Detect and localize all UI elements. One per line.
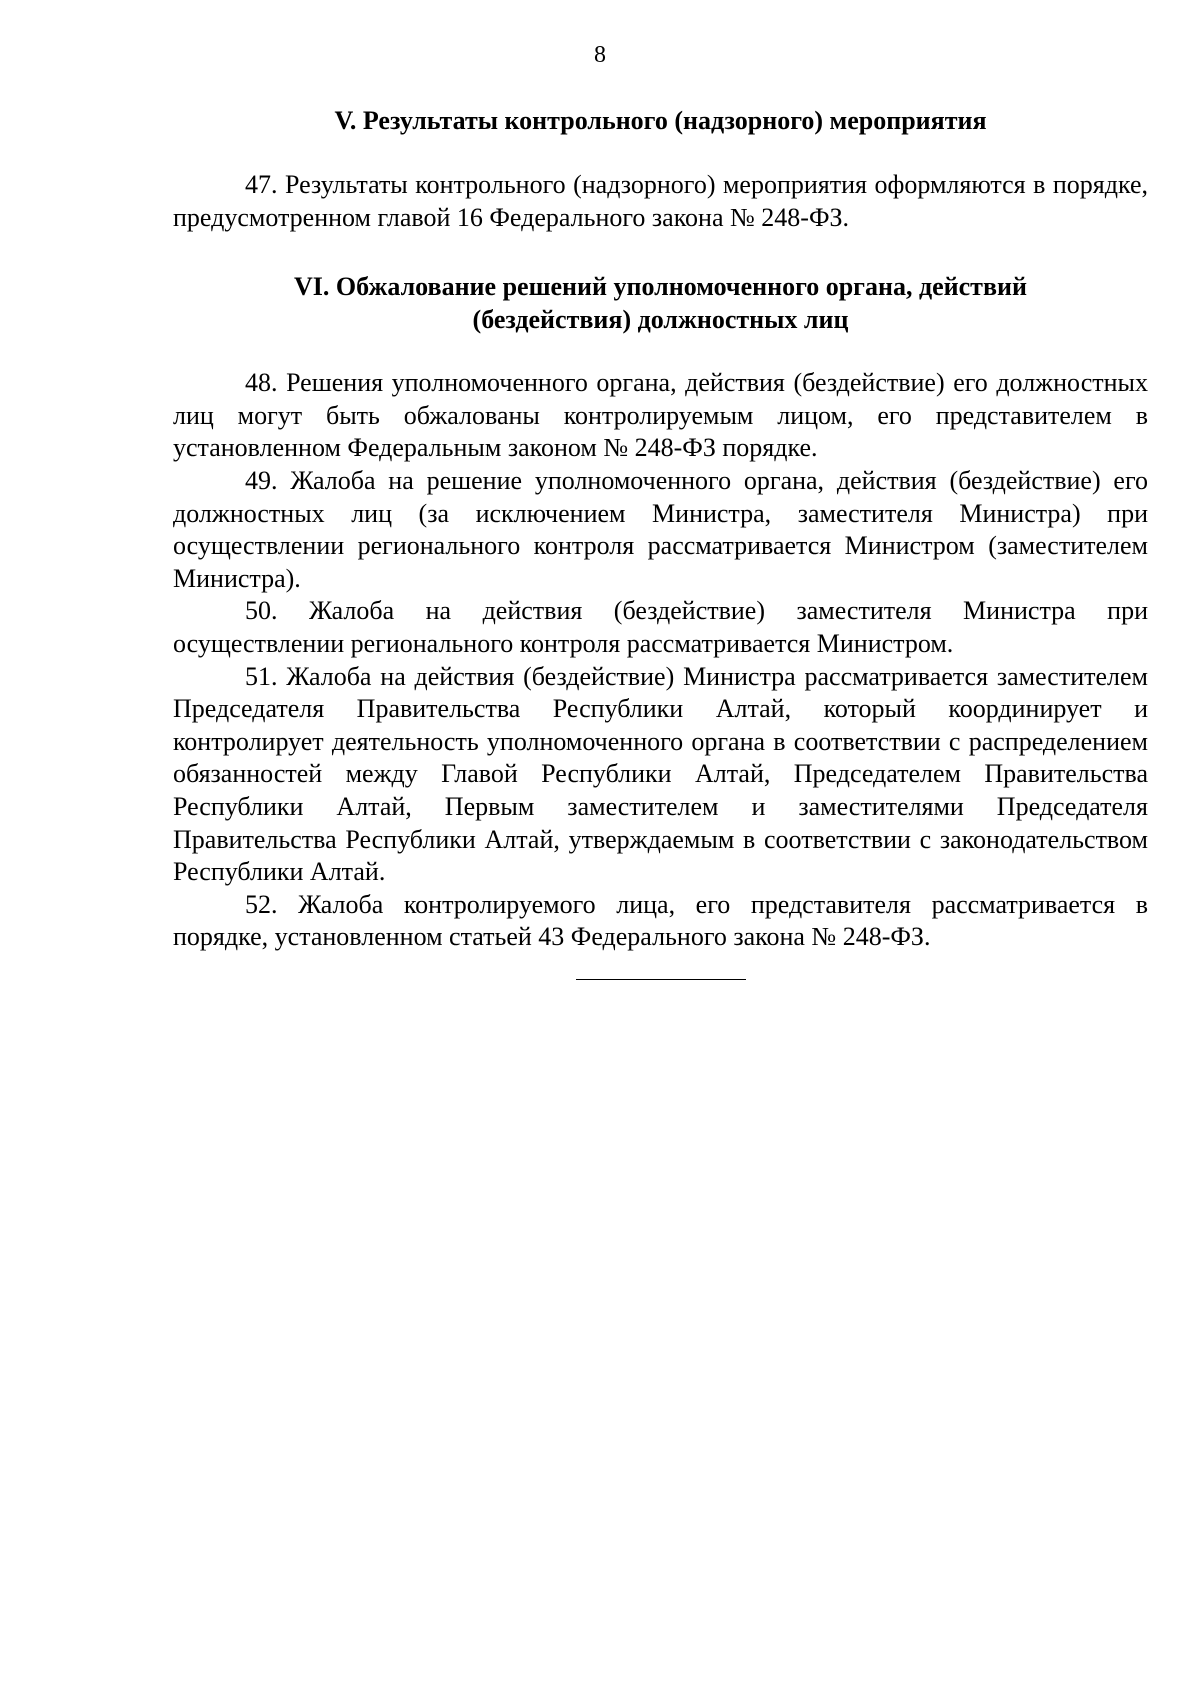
- end-divider: [576, 979, 746, 980]
- paragraph-47: 47. Результаты контрольного (надзорного) мероприятия оформляются в порядке, предусмотренном главой 16 Федерального закона № 248-ФЗ.: [173, 170, 1148, 232]
- paragraph-50: 50. Жалоба на действия (бездействие) заместителя Министра при осуществлении регионального контроля рассматривается Министром.: [173, 596, 1148, 658]
- section-vi-heading-line-1: VI. Обжалование решений уполномоченного органа, действий: [294, 272, 1027, 302]
- section-vi-heading: [173, 270, 1148, 336]
- paragraph-48: 48. Решения уполномоченного органа, действия (бездействие) его должностных лиц могут быть обжалованы контролируемым лицом, его представителем в установленном Федеральным законом № 248-ФЗ порядке.: [173, 368, 1148, 463]
- paragraph-49: 49. Жалоба на решение уполномоченного органа, действия (бездействие) его должностных лиц (за исключением Министра, заместителя Министра) при осуществлении регионального контроля рассматривается Министром (заместителем Министра).: [173, 465, 1148, 593]
- section-v-heading: V. Результаты контрольного (надзорного) мероприятия: [334, 106, 987, 135]
- section-vi-heading-line-2: (бездействия) должностных лиц: [472, 305, 849, 335]
- document-body: [173, 104, 1148, 980]
- paragraph-52: 52. Жалоба контролируемого лица, его представителя рассматривается в порядке, установленном статьей 43 Федерального закона № 248-ФЗ.: [173, 889, 1148, 952]
- page-number: 8: [594, 42, 606, 68]
- paragraph-51: 51. Жалоба на действия (бездействие) Министра рассматривается заместителем Председателя Правительства Республики Алтай, который координирует и контролирует деятельность уполномоченного органа в соответствии с распределением обязанностей между Главой Республики Алтай, Председателем Правительства Республики Алтай, Первым заместителем и заместителями Председателя Правительства Республики Алтай, утверждаемым в соответствии с законодательством Республики Алтай.: [173, 661, 1148, 887]
